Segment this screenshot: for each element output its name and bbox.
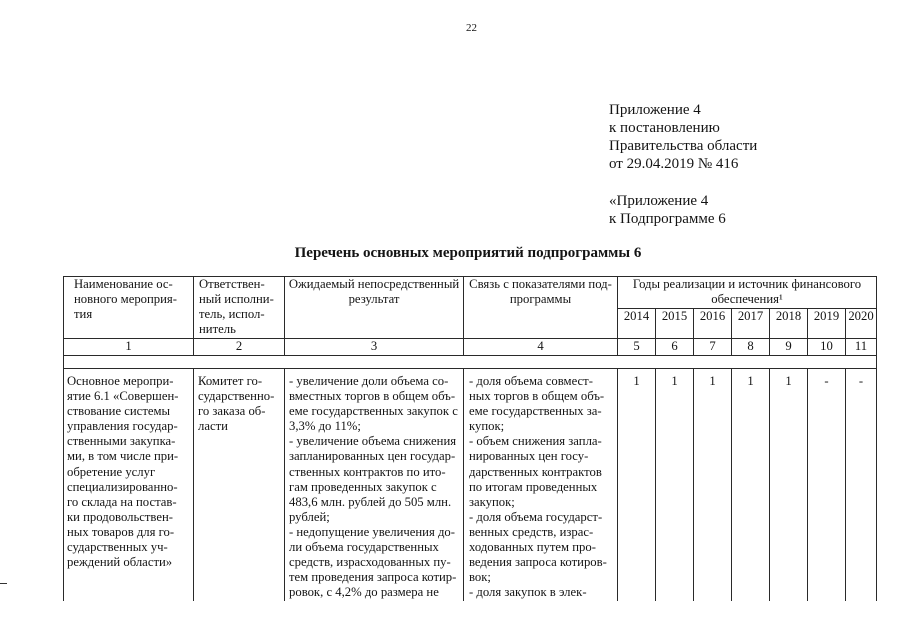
- appendix-line: Приложение 4: [609, 102, 701, 118]
- page-number: 22: [466, 22, 477, 34]
- column-number-cell: 1: [63, 338, 193, 355]
- header-responsible: Ответствен- ный исполни- тель, испол- нитель: [193, 276, 284, 338]
- appendix-line: к Подпрограмме 6: [609, 211, 726, 227]
- year-value-cell: 1: [769, 368, 807, 601]
- header-indicators-link: Связь с показателями под- программы: [463, 276, 617, 338]
- header-expected-result: Ожидаемый непосредственный результат: [284, 276, 463, 338]
- year-value-cell: 1: [693, 368, 731, 601]
- year-header-cell: 2018: [769, 308, 807, 338]
- column-number-cell: 2: [193, 338, 284, 355]
- column-number-cell: 8: [731, 338, 769, 355]
- subprogram-appendix-block: [609, 192, 726, 228]
- appendix-block: [609, 101, 757, 173]
- column-number-cell: 6: [655, 338, 693, 355]
- appendix-line: к постановлению: [609, 120, 720, 136]
- year-header-cell: 2020: [845, 308, 876, 338]
- appendix-line: «Приложение 4: [609, 193, 709, 209]
- year-header-cell: 2017: [731, 308, 769, 338]
- year-header-cell: 2015: [655, 308, 693, 338]
- scan-margin-mark: [0, 583, 7, 584]
- row-indicators-link: - доля объема совмест- ных торгов в общем объ- еме государственных за- купок; - объем снижения запла- нированных цен госу- дарственных контрактов по итогам проведенных закупок; - доля объема государст- венных средств, израс- ходованных путем про- ведения запроса котиров- вок; - доля закупок в элек-: [463, 368, 617, 601]
- column-number-cell: 4: [463, 338, 617, 355]
- row-expected-result: - увеличение доли объема со- вместных торгов в общем объ- еме государственных закупок с 3,3% до 11%; - увеличение объема снижения запланированных цен государ- ственных контрактов по ито- гам проведенных закупок с 483,6 млн. рублей до 505 млн. рублей; - недопущение увеличения до- ли объема государственных средств, израсходованных пу- тем проведения запроса котир- ровок, с 4,2% до размера не: [284, 368, 463, 601]
- document-title: Перечень основных мероприятий подпрограммы 6: [294, 245, 642, 261]
- row-responsible: Комитет го- сударственно- го заказа об- ласти: [193, 368, 284, 601]
- activities-table: [63, 276, 877, 601]
- row-main-activity: Основное меропри- ятие 6.1 «Совершен- ствование системы управления государ- ственными закупка- ми, в том числе при- обретение услуг специализированно- го склада на постав- ки продовольствен- ных товаров для го- сударственных уч- реждений области»: [63, 368, 193, 601]
- header-main-activity: Наименование ос- новного мероприя- тия: [63, 276, 193, 338]
- column-number-cell: 3: [284, 338, 463, 355]
- column-number-cell: 9: [769, 338, 807, 355]
- column-number-cell: 7: [693, 338, 731, 355]
- year-value-cell: -: [807, 368, 845, 601]
- column-number-cell: 5: [617, 338, 655, 355]
- year-header-cell: 2016: [693, 308, 731, 338]
- year-value-cell: 1: [731, 368, 769, 601]
- year-header-cell: 2014: [617, 308, 655, 338]
- year-value-cell: -: [845, 368, 876, 601]
- year-header-cell: 2019: [807, 308, 845, 338]
- column-number-cell: 10: [807, 338, 845, 355]
- column-number-cell: 11: [845, 338, 876, 355]
- appendix-line: Правительства области: [609, 138, 758, 154]
- header-years-funding: Годы реализации и источник финансового обеспечения¹: [617, 276, 876, 308]
- year-value-cell: 1: [617, 368, 655, 601]
- year-value-cell: 1: [655, 368, 693, 601]
- appendix-line: от 29.04.2019 № 416: [609, 156, 739, 172]
- table-spacer-row: [63, 355, 876, 368]
